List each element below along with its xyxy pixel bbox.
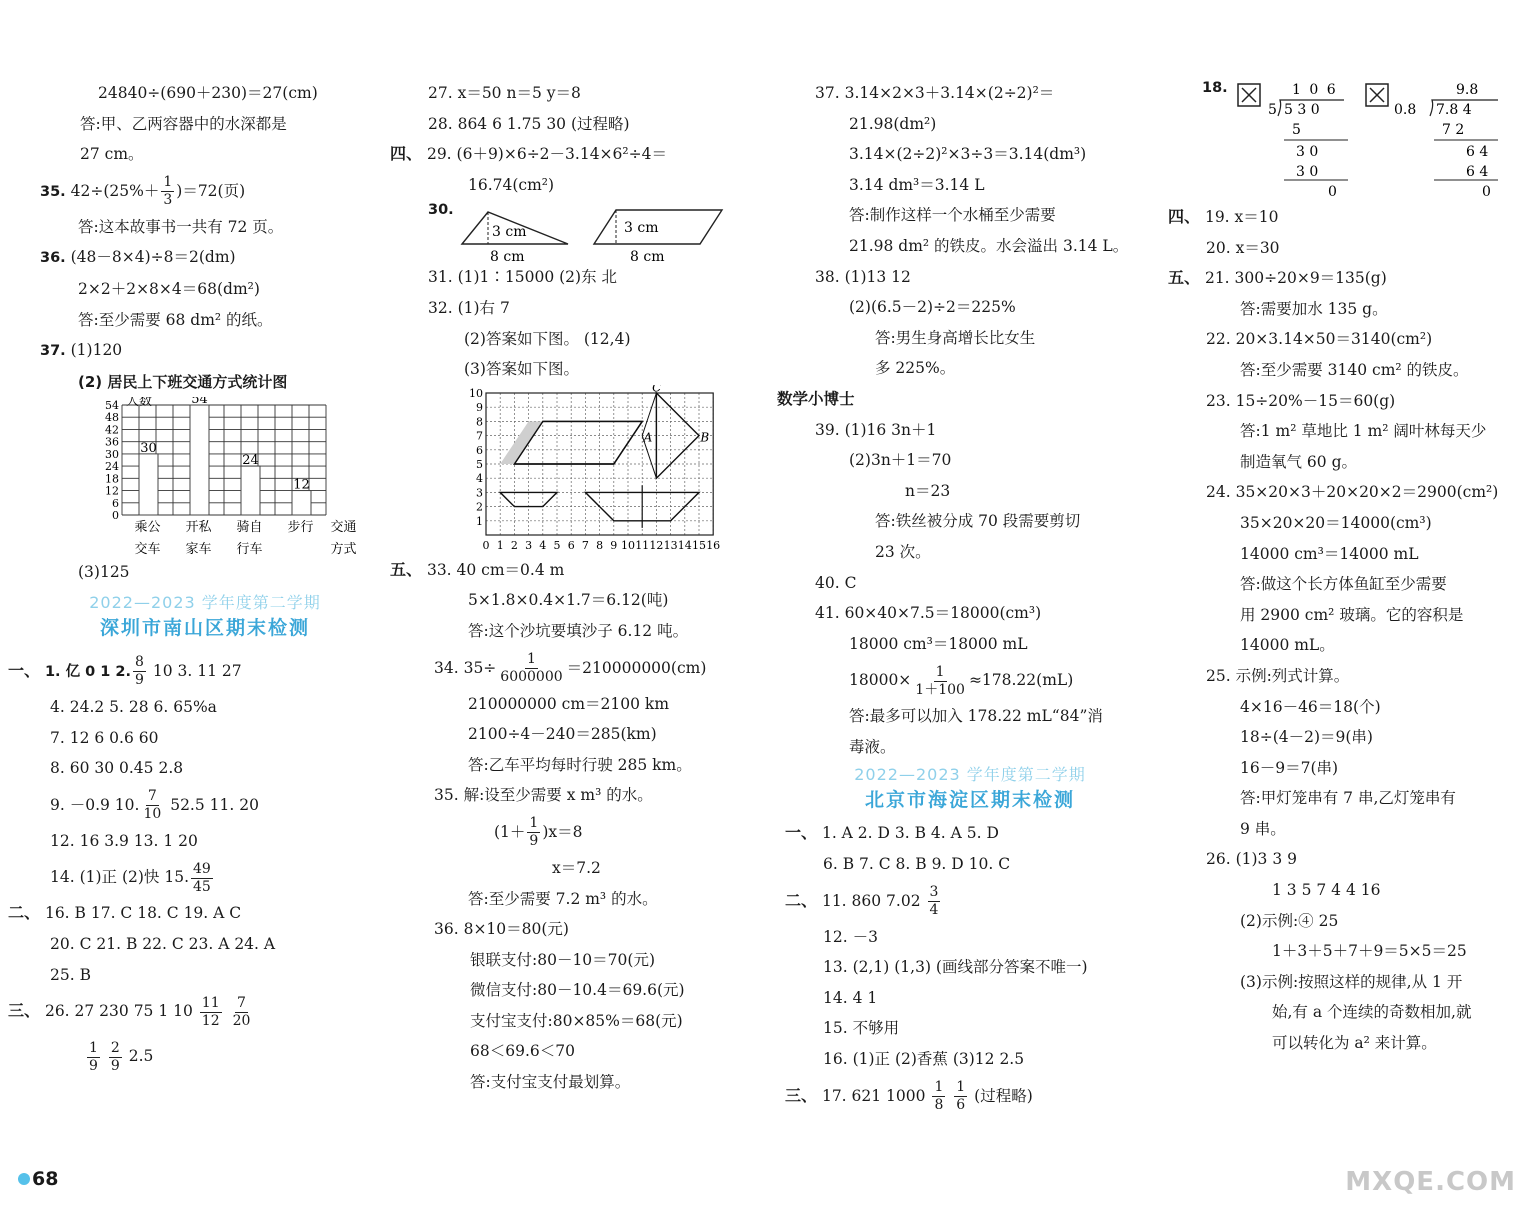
y-tick-label: 10 [469,386,483,400]
answer-line: 答:乙车平均每时行驶 285 km。 [468,755,692,774]
section-label: 三、 [785,1085,818,1105]
answer-line: 答:这个沙坑要填沙子 6.12 吨。 [468,621,689,640]
q36-line [40,242,370,274]
text-line: 35×20×20＝14000(cm³) [1240,513,1432,532]
x-tick-label: 16 [706,538,721,552]
figure-label: 0 [1482,184,1491,200]
text-line: 23. 15÷20%－15＝60(g) [1206,391,1396,410]
text-line: 24. 35×20×3＋20×20×2＝2900(cm²) [1206,483,1499,502]
text: 11. 860 7.02 [821,891,921,910]
figure-label: 6 4 [1466,144,1489,160]
chart-title: (2) 居民上下班交通方式统计图 [78,372,288,391]
y-axis-label: 人数 [126,397,153,410]
fraction: $\frac{1}{9}$ [89,1039,98,1074]
c3-41-frac-line [785,659,1155,701]
text-line: 18000 cm³＝18000 mL [849,634,1028,653]
text: 9. －0.9 10. [50,795,140,814]
text-line: 210000000 cm＝2100 km [468,694,670,713]
x-tick-label: 4 [539,538,547,552]
y-tick-label: 18 [105,472,119,486]
text-line: 6. B 7. C 8. B 9. D 10. C [823,855,1011,874]
s3-line-2 [40,1032,370,1080]
figure-30 [390,200,750,262]
c3-s3-line [785,1075,1155,1117]
x-category-label: 步行 [287,520,314,536]
text-line: 微信支付:80－10.4＝69.6(元) [470,981,685,1000]
x-category-label: 行车 [236,542,263,558]
column-2 [390,78,750,1098]
x-category-label: 交通 [330,520,357,536]
q37-line [40,335,370,367]
y-tick-label: 6 [476,443,483,457]
text-line: (2)示例:④ 25 [1240,911,1339,930]
fraction: $\frac{1}{3}$ [163,174,173,209]
text-line: 14000 cm³＝14000 mL [1240,544,1419,563]
figure-label: 8 cm [490,249,525,263]
section-label: 四、 [1168,207,1201,226]
text-line: 2×2＋2×8×4＝68(dm²) [78,279,260,298]
text: 17. 621 1000 [821,1086,926,1105]
answer-line: 9 串。 [1240,819,1286,838]
fraction: $\frac{7}{20}$ [232,994,251,1029]
text-line: 26. (1)3 3 9 [1206,850,1297,869]
text: (1＋ [494,822,526,841]
text-line: 20. C 21. B 22. C 23. A 24. A [50,934,276,953]
section-label: 三、 [8,1001,41,1021]
text-line: 2100÷4－240＝285(km) [468,725,657,744]
answer-line: 答:支付宝支付最划算。 [470,1073,631,1092]
bar-value-label: 30 [140,441,157,457]
c2-34-line [390,647,750,689]
q35-line [40,170,370,212]
section-label: 二、 [785,890,818,910]
text: 18000× [849,671,912,690]
x-tick-label: 10 [621,538,635,552]
y-tick-label: 9 [476,400,483,414]
answer-line: 答:这本故事书一共有 72 页。 [78,217,284,236]
text-line: 8. 60 30 0.45 2.8 [50,759,184,778]
answer-line: 答:制作这样一个水桶至少需要 [849,206,1056,225]
fraction: $\frac{1}{9}$ [529,815,539,850]
text-line: x＝7.2 [552,858,601,877]
question-number: 18. [1202,80,1228,96]
text-line: 20. x＝30 [1206,238,1280,257]
y-tick-label: 4 [476,471,483,485]
x-tick-label: 11 [635,538,650,552]
section-header-year: 2022—2023 学年度第二学期 [89,592,321,612]
column-3 [777,78,1155,1117]
text: 1. A 2. D 3. B 4. A 5. D [821,824,999,843]
text: 21. 300÷20×9＝135(g) [1204,269,1387,288]
special-section-title: 数学小博士 [777,389,855,408]
y-tick-label: 30 [105,448,119,462]
answer-line: 答:至少需要 3140 cm² 的铁皮。 [1240,360,1469,379]
x-category-label: 交车 [134,542,161,558]
text-line: 1 3 5 7 4 4 16 [1272,881,1381,900]
section-label: 一、 [785,823,818,843]
question-number: 35. [40,183,66,200]
x-category-label: 方式 [330,542,357,558]
c3-s2-line [785,880,1155,922]
section-label: 二、 [8,903,41,923]
fraction: $\frac{1}{8}$ [934,1079,944,1114]
text: ＝210000000(cm) [566,658,707,677]
text-line: 3.14 dm³＝3.14 L [849,175,985,194]
bar [292,491,311,515]
s1-line-1 [8,650,370,692]
text: )x＝8 [542,822,583,841]
text: 52.5 11. 20 [165,795,259,814]
watermark: MXQE.COM [1345,1167,1516,1197]
column-1 [8,78,370,1080]
x-tick-label: 14 [677,538,692,552]
x-tick-label: 5 [553,538,561,552]
answer-line: 毒液。 [849,737,896,756]
s3-line-1 [8,990,370,1032]
bar-value-label: 12 [293,477,310,493]
shaded-region [500,421,543,464]
text-line: 21.98(dm²) [849,114,937,133]
answer-line: 答:铁丝被分成 70 段需要剪切 [875,512,1081,531]
bar [190,405,209,515]
x-tick-label: 2 [510,538,518,552]
column-4 [1168,78,1528,1059]
text-line: 7. 12 6 0.6 60 [50,728,159,747]
text-line: 18÷(4－2)＝9(串) [1240,728,1373,747]
c4-21-line [1168,263,1528,294]
text-line: (3)示例:按照这样的规律,从 1 开 [1240,972,1463,991]
answer-line: 答:甲灯笼串有 7 串,乙灯笼串有 [1240,789,1456,808]
figure-label: 1 0 6 [1292,82,1338,98]
figure-label: 3 0 [1296,164,1319,180]
text-line: 4. 24.2 5. 28 6. 65%a [50,697,217,716]
figure-label: 5 [1268,102,1277,118]
text-line: 24840÷(690＋230)＝27(cm) [98,84,318,102]
c2-35-eq [390,811,750,853]
section-header-title: 北京市海淀区期末检测 [864,789,1075,812]
y-tick-label: 7 [476,429,483,443]
page-number: 68 [18,1168,58,1190]
x-tick-label: 3 [525,538,533,552]
text-line: 41. 60×40×7.5＝18000(cm³) [815,604,1042,623]
text-line: 4×16－46＝18(个) [1240,697,1381,716]
s2-line-1 [8,898,370,929]
text: 1. 亿 0 1 2. [44,663,132,680]
text-line: 始,有 a 个连续的奇数相加,就 [1272,1003,1472,1022]
text-line: (3)125 [78,563,130,582]
figure-label: 6 4 [1466,164,1489,180]
text-line: 27. x＝50 n＝5 y＝8 [428,84,581,102]
text-line: (3)答案如下图。 [464,360,579,379]
answer-line: 答:需要加水 135 g。 [1240,299,1388,318]
text-line: 31. (1)1∶15000 (2)东 北 [428,268,618,287]
bar-value-label: 24 [242,453,259,469]
text: 34. 35÷ [434,658,497,677]
text-line: 39. (1)16 3n＋1 [815,420,937,439]
figure-label: 7 2 [1442,122,1465,138]
y-tick-label: 42 [105,423,119,437]
answer-line: 制造氧气 60 g。 [1240,452,1357,471]
fraction: $\frac{2}{9}$ [110,1039,120,1074]
text: 26. 27 230 75 1 10 [44,1002,193,1021]
text-line: 14. 4 1 [823,988,878,1007]
text-line: 1＋3＋5＋7＋9＝5×5＝25 [1272,942,1467,961]
text-line: 68＜69.6＜70 [470,1042,575,1061]
text: 10 3. 11 27 [147,661,242,680]
text-line: 3.14×(2÷2)²×3÷3＝3.14(dm³) [849,145,1087,164]
point-label: A [643,430,653,445]
c3-s1-line [785,818,1155,849]
figure-label: 0 [1328,184,1337,200]
text-line: 16－9＝7(串) [1240,758,1339,777]
section-header-year: 2022—2023 学年度第二学期 [854,765,1086,785]
text-line: 37. 3.14×2×3＋3.14×(2÷2)²＝ [815,84,1055,102]
figure-label: 5 3 0 [1284,102,1320,118]
text-line: 答:甲、乙两容器中的水深都是 [80,114,287,133]
y-tick-label: 48 [105,411,119,425]
text-line: 35. 解:设至少需要 x m³ 的水。 [434,786,653,805]
y-tick-label: 0 [112,509,119,523]
y-tick-label: 5 [476,457,483,471]
coordinate-grid-figure [390,385,750,555]
x-tick-label: 1 [496,538,504,552]
x-tick-label: 13 [663,538,678,552]
figure-label: 8 cm [630,249,665,263]
x-category-label: 开私 [185,520,212,536]
text-line: 38. (1)13 12 [815,267,911,286]
answer-line: 答:做这个长方体鱼缸至少需要 [1240,575,1447,594]
answer-line: 答:至少需要 7.2 m³ 的水。 [468,889,658,908]
text-line: (2)答案如下图。 (12,4) [464,329,631,348]
x-category-label: 家车 [185,542,212,558]
figure-label: 5 [1292,122,1301,138]
dot-icon [18,1173,30,1185]
fraction: $\frac{1}{6}$ [956,1079,966,1114]
text-line: 27 cm。 [80,145,144,164]
long-division-svg [1168,78,1528,202]
x-tick-label: 8 [596,538,604,552]
bar-chart [40,397,370,557]
text-line: n＝23 [905,481,951,500]
figure-label: 0.8 [1394,102,1417,118]
question-number: 37. [40,343,66,360]
text-line: 40. C [815,573,857,592]
text: 29. (6＋9)×6÷2－3.14×6²÷4＝ [426,145,667,164]
figure-label: 3 0 [1296,144,1319,160]
x-tick-label: 0 [482,538,490,552]
y-tick-label: 6 [112,497,119,511]
text: (过程略) [974,1086,1033,1105]
section-label: 一、 [8,660,41,680]
text-line: (2)(6.5－2)÷2＝225% [849,298,1016,317]
figure-label: 3 cm [624,220,659,237]
answer-line: 答:最多可以加入 178.22 mL“84”消 [849,707,1103,726]
text: ≈178.22(mL) [968,671,1074,690]
text-line: 22. 20×3.14×50＝3140(cm²) [1206,330,1433,349]
fraction: $\frac{1}{6000000}$ [500,651,563,686]
section-header-title: 深圳市南山区期末检测 [99,616,310,639]
fraction: $\frac{3}{4}$ [929,884,939,919]
point-label: B [700,430,710,445]
answer-line: 答:男生身高增长比女生 [875,328,1036,347]
text-line: (2)3n＋1＝70 [849,451,952,470]
answer-line: 答:至少需要 68 dm² 的纸。 [78,310,273,329]
text: 33. 40 cm＝0.4 m [426,560,565,579]
text-line: 25. 示例:列式计算。 [1206,666,1350,685]
text-line: 16. (1)正 (2)香蕉 (3)12 2.5 [823,1050,1025,1069]
x-tick-label: 15 [692,538,706,552]
question-number: 30. [428,202,454,219]
fraction: $\frac{49}{45}$ [193,860,211,895]
x-tick-label: 6 [567,538,575,552]
x-tick-label: 7 [581,538,589,552]
figure-label: 9.8 [1456,82,1479,98]
text-line: (1)120 [70,341,123,360]
answer-line: 14000 mL。 [1240,636,1335,655]
figure-label: 7.8 4 [1436,102,1472,118]
coordinate-grid-svg [390,385,750,555]
answer-line: 答:1 m² 草地比 1 m² 阔叶林每天少 [1240,422,1487,441]
answer-line: 用 2900 cm² 玻璃。它的容积是 [1240,605,1464,624]
fraction: $\frac{8}{9}$ [135,654,144,689]
text-line: 银联支付:80－10＝70(元) [470,950,655,969]
text-line: 32. (1)右 7 [428,298,510,317]
text-line: 25. B [50,965,91,984]
fraction: $\frac{7}{10}$ [143,788,162,823]
y-tick-label: 8 [476,415,483,429]
text-line: 16.74(cm²) [468,175,555,194]
section-label: 五、 [390,559,423,579]
text: 2.5 [128,1047,154,1066]
c4-19-line [1168,202,1528,233]
c2-33-line [390,555,750,586]
answer-line: 21.98 dm² 的铁皮。水会溢出 3.14 L。 [849,236,1129,255]
text: 16. B 17. C 18. C 19. A C [44,904,242,923]
fraction: $\frac{1}{1+100}$ [915,663,965,698]
section-label: 四、 [390,144,423,164]
section-label: 五、 [1168,268,1201,288]
text-line: 15. 不够用 [823,1019,900,1038]
x-tick-label: 9 [610,538,618,552]
point-label: C [652,384,662,395]
y-tick-label: 24 [105,460,119,474]
text-line: 36. 8×10＝80(元) [434,920,569,939]
y-tick-label: 3 [476,486,483,500]
y-tick-label: 54 [105,399,119,413]
answer-line: 多 225%。 [875,359,956,378]
question-number: 36. [40,250,66,267]
bar [139,454,158,515]
s1-line-9 [40,784,370,826]
x-category-label: 乘公 [134,520,161,536]
text-line: (48－8×4)÷8＝2(dm) [70,248,236,267]
triangle-parallelogram-figure [390,200,750,262]
q35-expr-a: 42÷(25%＋ [70,181,160,200]
division-figure [1168,78,1528,202]
text-line: 12. 16 3.9 13. 1 20 [50,831,198,850]
y-tick-label: 1 [476,514,483,528]
bar-chart-svg [40,397,370,557]
s1-line-14 [40,856,370,898]
text-line: 13. (2,1) (1,3) (画线部分答案不唯一) [823,958,1088,977]
y-tick-label: 2 [476,500,483,514]
y-tick-label: 12 [105,484,119,498]
figure-label: 3 cm [492,224,527,241]
text-line: 5×1.8×0.4×1.7＝6.12(吨) [468,591,669,610]
text-line: 12. －3 [823,927,878,946]
text: 19. x＝10 [1204,208,1279,226]
x-category-label: 骑自 [236,520,263,536]
y-tick-label: 36 [105,436,119,450]
text-line: 28. 864 6 1.75 30 (过程略) [428,114,630,133]
text-line: 可以转化为 a² 来计算。 [1272,1034,1437,1053]
bar [241,466,260,515]
q35-expr-b: )＝72(页) [176,181,246,200]
x-tick-label: 12 [649,538,664,552]
c2-29-line [390,139,750,170]
text-line: 支付宝支付:80×85%＝68(元) [470,1011,683,1030]
bar-value-label: 54 [191,397,208,408]
fraction: $\frac{11}{12}$ [201,994,220,1029]
answer-line: 23 次。 [875,542,931,561]
text: 14. (1)正 (2)快 15. [50,868,189,887]
